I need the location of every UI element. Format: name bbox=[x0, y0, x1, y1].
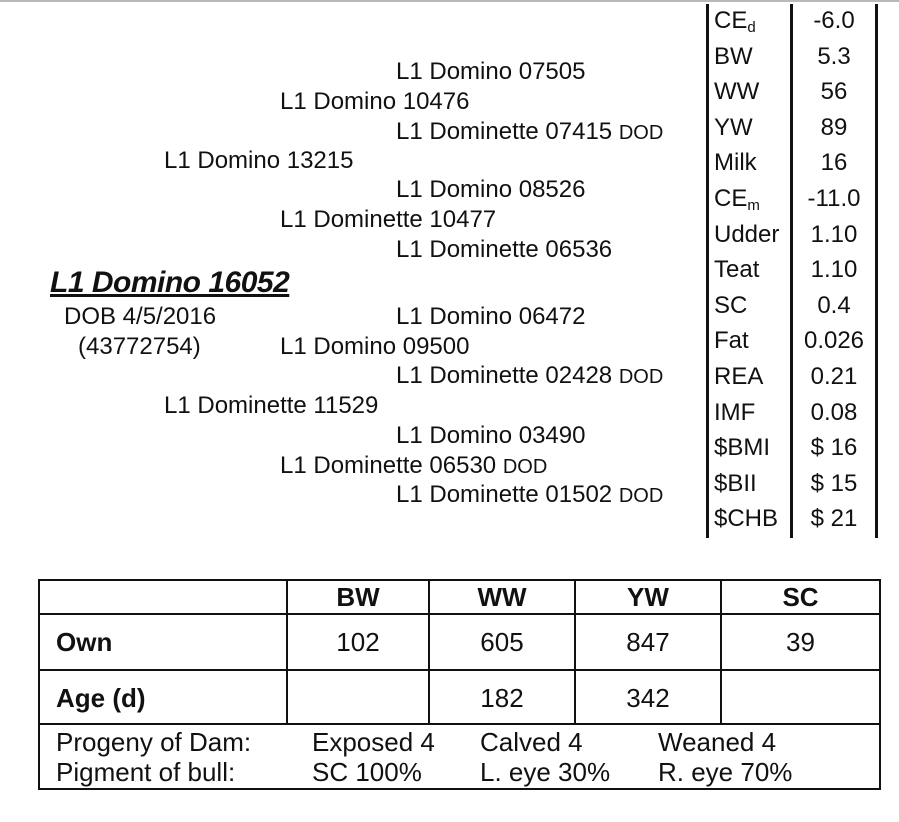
progeny-exposed: Exposed 4 bbox=[312, 727, 435, 757]
epd-value: 56 bbox=[820, 78, 848, 106]
epd-row bbox=[706, 253, 878, 289]
table-cell: 847 bbox=[626, 627, 670, 657]
epd-row bbox=[706, 40, 878, 76]
epd-label: WW bbox=[714, 78, 760, 106]
progeny-calved: Calved 4 bbox=[480, 727, 583, 757]
epd-row bbox=[706, 289, 878, 325]
epd-label bbox=[714, 183, 760, 215]
column-header-sc: SC bbox=[782, 582, 819, 612]
epd-value: -6.0 bbox=[813, 7, 855, 34]
epd-label: YW bbox=[714, 113, 753, 141]
registration-number: (43772754) bbox=[78, 333, 201, 360]
epd-row bbox=[706, 467, 878, 503]
row-label-age: Age (d) bbox=[56, 683, 146, 713]
epd-label-subscript: m bbox=[747, 197, 760, 214]
pedigree-sire-sire: L1 Domino 10476 bbox=[280, 88, 470, 115]
epd-label-text: CE bbox=[714, 185, 748, 212]
epd-row bbox=[706, 324, 878, 360]
pedigree-sire: L1 Domino 13215 bbox=[164, 147, 354, 174]
table-rule bbox=[40, 669, 879, 671]
epd-label: REA bbox=[714, 363, 764, 390]
epd-label bbox=[714, 5, 756, 37]
pedigree-dam-dam-name: L1 Dominette 06530 bbox=[280, 452, 497, 479]
epd-label: Udder bbox=[714, 220, 780, 248]
pedigree-sire-sire-sire: L1 Domino 07505 bbox=[396, 58, 586, 85]
pedigree-dam-sire-dam bbox=[396, 362, 663, 391]
epd-label-subscript: d bbox=[747, 19, 756, 36]
epd-table bbox=[706, 4, 878, 538]
epd-label: Teat bbox=[714, 256, 760, 284]
epd-value: 5.3 bbox=[817, 42, 851, 70]
epd-row bbox=[706, 111, 878, 147]
table-rule bbox=[40, 613, 879, 615]
table-cell: 342 bbox=[626, 683, 670, 713]
pigment-left-eye: L. eye 30% bbox=[480, 757, 611, 787]
table-cell: 102 bbox=[336, 627, 380, 657]
epd-label: BW bbox=[714, 42, 753, 70]
dod-tag: DOD bbox=[618, 366, 664, 388]
epd-value: 0.21 bbox=[810, 363, 858, 390]
pedigree-dam-dam-dam-name: L1 Dominette 01502 bbox=[396, 481, 613, 508]
epd-row bbox=[706, 75, 878, 111]
epd-label: SC bbox=[714, 291, 748, 319]
table-cell: 605 bbox=[480, 627, 524, 657]
pigment-of-bull-label: Pigment of bull: bbox=[56, 757, 236, 787]
epd-value: 0.4 bbox=[817, 291, 851, 319]
pedigree-dam-sire: L1 Domino 09500 bbox=[280, 333, 470, 360]
progeny-weaned: Weaned 4 bbox=[658, 727, 777, 757]
epd-row bbox=[706, 4, 878, 40]
epd-value: 1.10 bbox=[810, 220, 858, 248]
epd-value: 0.08 bbox=[810, 398, 858, 426]
table-rule bbox=[40, 723, 879, 725]
progeny-of-dam-label: Progeny of Dam: bbox=[56, 727, 252, 757]
subject-animal-name: L1 Domino 16052 bbox=[50, 266, 290, 299]
dod-tag: DOD bbox=[618, 485, 664, 507]
epd-value: -11.0 bbox=[807, 185, 861, 212]
pedigree-dam-dam-dam bbox=[396, 481, 663, 510]
table-cell: 39 bbox=[786, 627, 815, 657]
pedigree-sire-dam-sire: L1 Domino 08526 bbox=[396, 176, 586, 203]
pedigree-dam: L1 Dominette 11529 bbox=[164, 392, 379, 419]
column-header-yw: YW bbox=[627, 582, 669, 612]
dod-tag: DOD bbox=[618, 122, 664, 144]
epd-label: IMF bbox=[714, 398, 756, 426]
pedigree-dam-sire-dam-name: L1 Dominette 02428 bbox=[396, 362, 613, 389]
epd-row bbox=[706, 146, 878, 182]
epd-value: $ 21 bbox=[810, 505, 858, 533]
epd-row bbox=[706, 502, 878, 538]
epd-row bbox=[706, 431, 878, 467]
dod-tag: DOD bbox=[502, 456, 548, 478]
epd-value: 16 bbox=[820, 149, 848, 177]
pedigree-dam-dam bbox=[280, 452, 547, 481]
pigment-right-eye: R. eye 70% bbox=[658, 757, 793, 787]
column-header-ww: WW bbox=[477, 582, 527, 612]
epd-label: $BII bbox=[714, 469, 757, 497]
epd-row bbox=[706, 218, 878, 254]
table-cell: 182 bbox=[480, 683, 524, 713]
epd-label: $BMI bbox=[714, 434, 771, 462]
epd-label: $CHB bbox=[714, 505, 779, 533]
epd-value: 89 bbox=[820, 113, 848, 141]
top-border-line bbox=[0, 0, 899, 2]
epd-value: $ 16 bbox=[810, 434, 858, 462]
pedigree-dam-sire-sire: L1 Domino 06472 bbox=[396, 303, 586, 330]
date-of-birth: DOB 4/5/2016 bbox=[64, 303, 217, 330]
epd-label-text: CE bbox=[714, 7, 748, 34]
pedigree-sire-sire-dam bbox=[396, 118, 663, 147]
epd-label: Fat bbox=[714, 327, 749, 355]
pedigree-sire-sire-dam-name: L1 Dominette 07415 bbox=[396, 118, 613, 145]
pedigree-sire-dam: L1 Dominette 10477 bbox=[280, 206, 497, 233]
pedigree-sire-dam-dam: L1 Dominette 06536 bbox=[396, 236, 613, 263]
epd-row bbox=[706, 360, 878, 396]
performance-table bbox=[38, 579, 881, 790]
epd-row bbox=[706, 182, 878, 218]
column-header-bw: BW bbox=[336, 582, 380, 612]
epd-value: 1.10 bbox=[810, 256, 858, 284]
pigment-sc: SC 100% bbox=[312, 757, 422, 787]
epd-row bbox=[706, 396, 878, 432]
epd-label: Milk bbox=[714, 149, 757, 177]
row-label-own: Own bbox=[56, 627, 113, 657]
epd-value: 0.026 bbox=[803, 327, 865, 355]
pedigree-dam-dam-sire: L1 Domino 03490 bbox=[396, 422, 586, 449]
epd-value: $ 15 bbox=[810, 469, 858, 497]
